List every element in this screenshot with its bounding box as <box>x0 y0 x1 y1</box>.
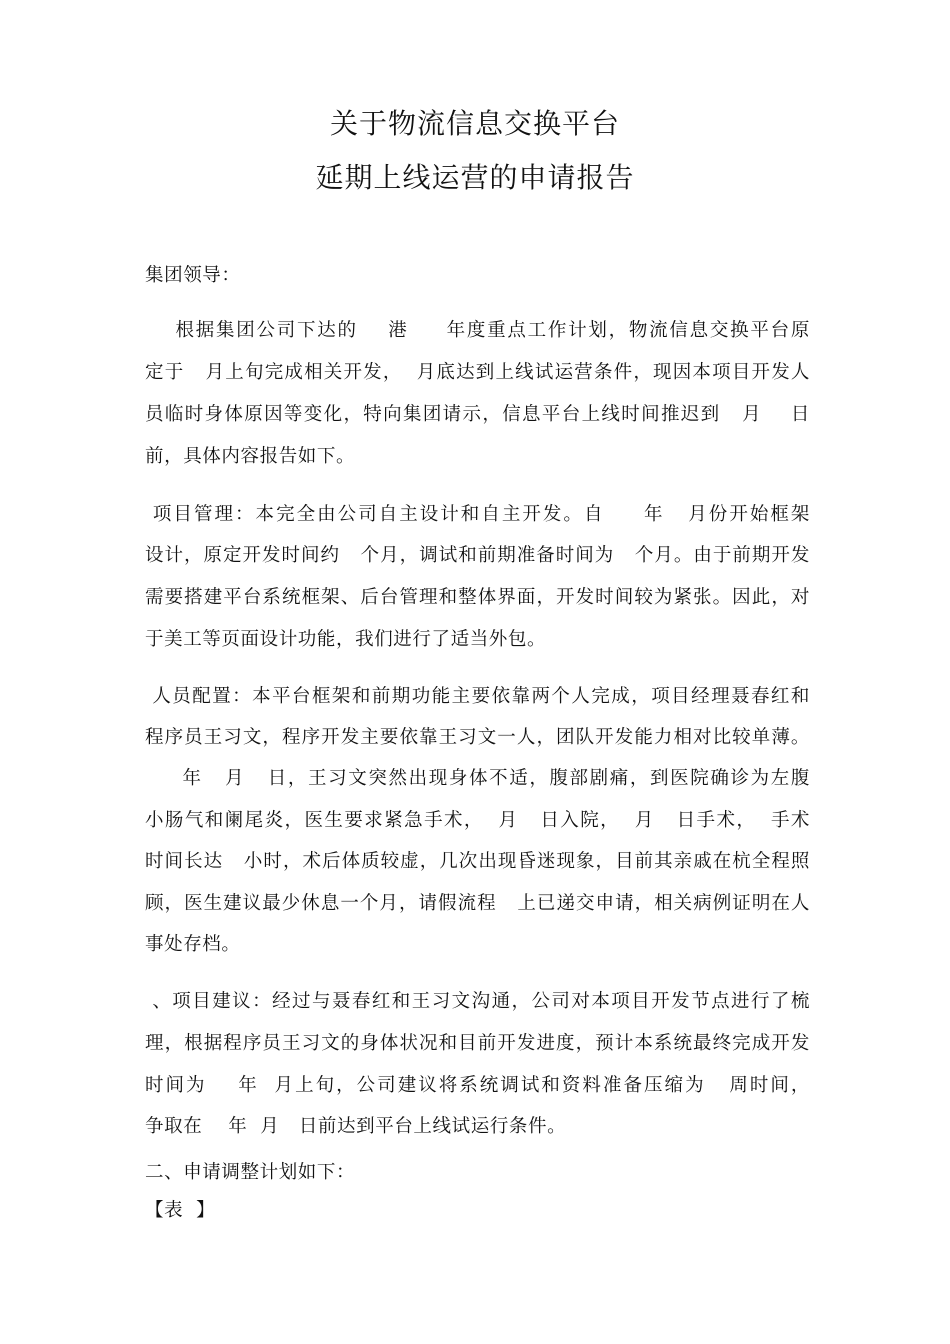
paragraph-line: 人员配置：本平台框架和前期功能主要依靠两个人完成，项目经理聂春红和 <box>145 686 810 707</box>
document-title-line-1: 关于物流信息交换平台 <box>329 107 620 140</box>
paragraph-line: 、项目建议：经过与聂春红和王习文沟通，公司对本项目开发节点进行了梳 <box>145 991 810 1012</box>
paragraph-line: 事处存档。 <box>145 934 241 955</box>
paragraph-line: 顾，医生建议最少休息一个月，请假流程 上已递交申请，相关病例证明在人 <box>145 893 810 914</box>
paragraph-line: 前，具体内容报告如下。 <box>145 446 356 467</box>
table-caption: 【表 】 <box>145 1200 216 1221</box>
paragraph-line: 理，根据程序员王习文的身体状况和目前开发进度，预计本系统最终完成开发 <box>145 1033 810 1054</box>
document-title-line-2: 延期上线运营的申请报告 <box>315 161 635 194</box>
paragraph-line: 时间为 年 月上旬，公司建议将系统调试和资料准备压缩为 周时间， <box>145 1075 810 1096</box>
paragraph-line: 年 月 日，王习文突然出现身体不适，腹部剧痛，到医院确诊为左腹 <box>145 768 810 789</box>
section-heading: 二、申请调整计划如下： <box>145 1162 356 1183</box>
paragraph-line: 定于 月上旬完成相关开发， 月底达到上线试运营条件，现因本项目开发人 <box>145 362 810 383</box>
paragraph-line: 小肠气和阑尾炎，医生要求紧急手术， 月 日入院， 月 日手术， 手术 <box>145 810 810 831</box>
paragraph-line: 时间长达 小时，术后体质较虚，几次出现昏迷现象，目前其亲戚在杭全程照 <box>145 851 810 872</box>
paragraph-line: 程序员王习文，程序开发主要依靠王习文一人，团队开发能力相对比较单薄。 <box>145 727 810 748</box>
paragraph-line: 于美工等页面设计功能，我们进行了适当外包。 <box>145 629 547 650</box>
paragraph-line: 员临时身体原因等变化，特向集团请示，信息平台上线时间推迟到 月 日 <box>145 404 810 425</box>
paragraph-line: 项目管理：本完全由公司自主设计和自主开发。自 年 月份开始框架 <box>145 504 810 525</box>
paragraph-line: 需要搭建平台系统框架、后台管理和整体界面，开发时间较为紧张。因此，对 <box>145 587 810 608</box>
salutation: 集团领导： <box>145 265 241 286</box>
paragraph-line: 争取在 年 月 日前达到平台上线试运行条件。 <box>145 1116 567 1137</box>
paragraph-line: 根据集团公司下达的 港 年度重点工作计划，物流信息交换平台原 <box>145 320 810 341</box>
paragraph-line: 设计，原定开发时间约 个月，调试和前期准备时间为 个月。由于前期开发 <box>145 545 810 566</box>
